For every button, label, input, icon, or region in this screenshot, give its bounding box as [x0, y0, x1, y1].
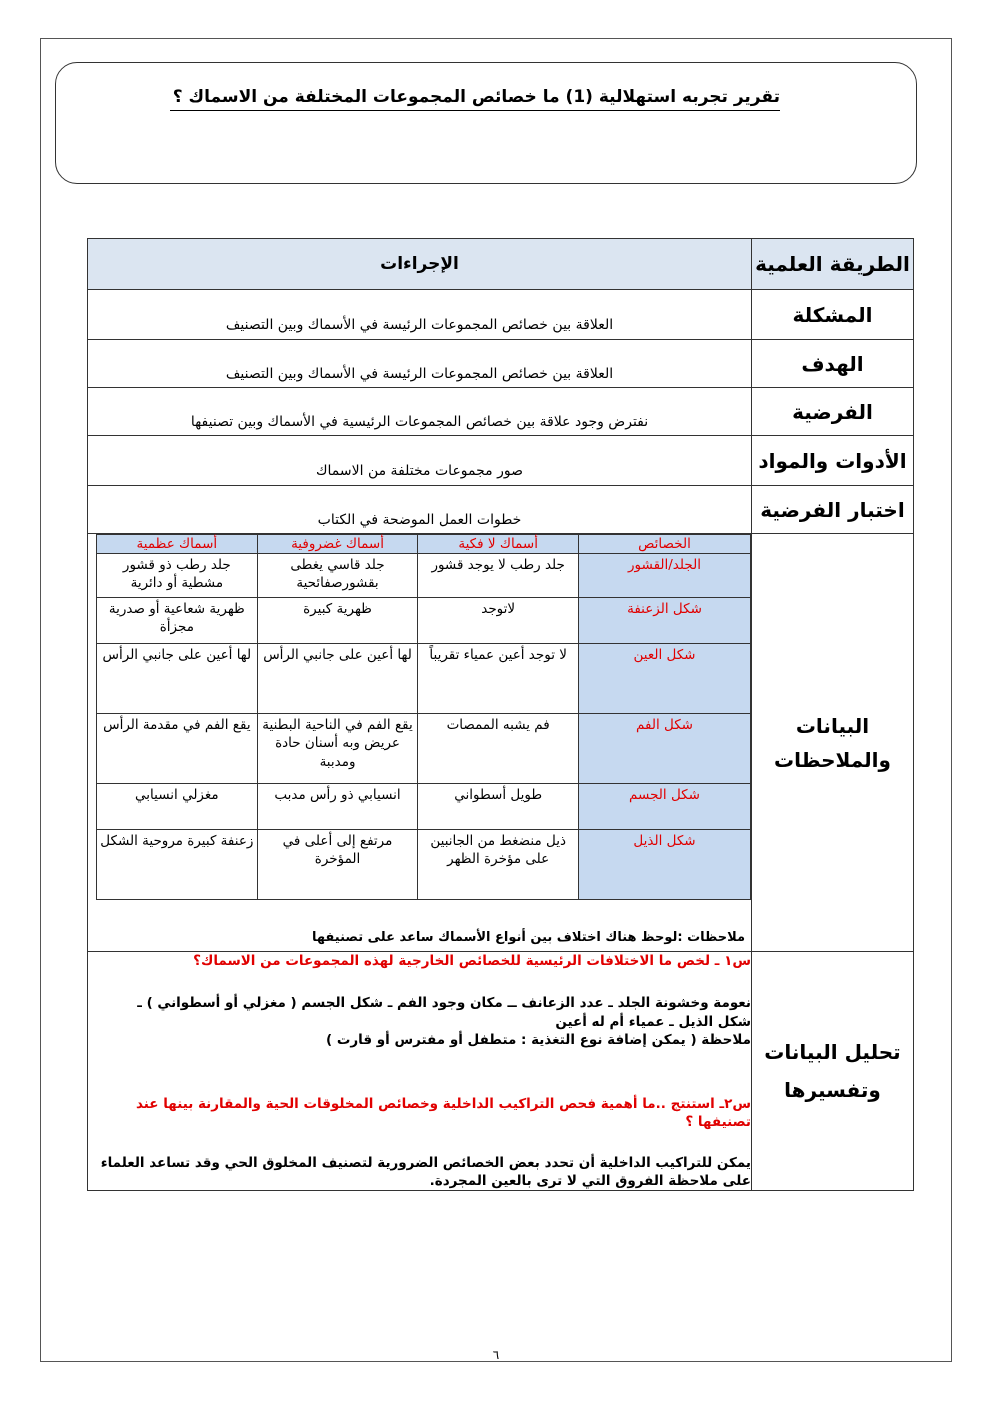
- test-text: خطوات العمل الموضحة في الكتاب: [317, 511, 522, 528]
- test-row: [88, 486, 914, 534]
- data-row: [88, 534, 914, 952]
- page-number: ٦: [492, 1348, 500, 1362]
- hypothesis-row: [88, 388, 914, 436]
- table-row: الجلد/القشور جلد رطب لا يوجد قشور جلد قاسي يغطى بقشورصفائحية جلد رطب ذو قشور مشطية أو دائرية: [97, 554, 751, 598]
- procedures-header: الإجراءات: [88, 239, 752, 290]
- table-row: شكل العين لا توجد أعين عمياء تقريباً لها أعين على جانبي الرأس لها أعين على جانبي الرأس: [97, 644, 751, 714]
- problem-text: العلاقة بين خصائص المجموعات الرئيسة في الأسماك وبين التصنيف: [225, 316, 614, 333]
- hypothesis-label: الفرضية: [752, 388, 914, 436]
- goal-row: [88, 340, 914, 388]
- method-header: الطريقة العلمية: [752, 239, 914, 290]
- problem-label: المشكلة: [752, 290, 914, 340]
- table-row: شكل الذيل ذيل منضغط من الجانبين على مؤخرة الظهر مرتفع إلى أعلى في المؤخرة زعنفة كبيرة مروحية الشكل: [97, 830, 751, 900]
- tools-text: صور مجموعات مختلفة من الاسماك: [316, 462, 523, 479]
- hypothesis-text: نفترض وجود علاقة بين خصائص المجموعات الرئيسية في الأسماك وبين تصنيفها: [190, 413, 649, 430]
- col-properties: الخصائص: [579, 535, 751, 554]
- goal-label: الهدف: [752, 340, 914, 388]
- table-row: شكل الفم فم يشبه الممصات يقع الفم في الناحية البطنية عريض وبه أسنان حادة ومدببة يقع الفم في مقدمة الرأس: [97, 714, 751, 784]
- table-row: شكل الزعنفة لاتوجد ظهرية كبيرة ظهرية شعاعية أو صدرية مجزأة: [97, 598, 751, 644]
- analysis-row: [88, 952, 914, 1191]
- tools-label: الأدوات والمواد: [752, 436, 914, 486]
- goal-text: العلاقة بين خصائص المجموعات الرئيسة في الأسماك وبين التصنيف: [225, 365, 614, 382]
- data-label-line1: البيانات: [795, 713, 870, 738]
- question-1: س١ ـ لخص ما الاختلافات الرئيسية للخصائص الخارجية لهذه المجموعات من الاسماك؟: [193, 953, 751, 970]
- report-table: [87, 238, 914, 1191]
- problem-row: [88, 290, 914, 340]
- header-row: [88, 239, 914, 290]
- answer-2: يمكن للتراكيب الداخلية أن تحدد بعض الخصائص الضرورية لتصنيف المخلوق الحي وقد تساعد العلماء على ملاحظة الفروق التي لا ترى بالعين المجردة.: [100, 1154, 751, 1189]
- col-cartilaginous: أسماك غضروفية: [257, 535, 418, 554]
- data-label-line2: والملاحظات: [774, 747, 891, 772]
- col-bony: أسماك عظمية: [97, 535, 258, 554]
- observations-header: [97, 535, 751, 554]
- col-jawless: أسماك لا فكية: [418, 535, 579, 554]
- tools-row: [88, 436, 914, 486]
- question-2: س٢ـ استنتج ..ما أهمية فحص التراكيب الداخلية وخصائص المخلوقات الحية والمقارنة بينها عند تصنيفها ؟: [135, 1096, 751, 1131]
- analysis-label-line2: وتفسيرها: [784, 1078, 881, 1103]
- observations-table: [96, 534, 751, 900]
- answer-1-line1: نعومة وخشونة الجلد ـ عدد الزعانف ــ مكان وجود الفم ـ شكل الجسم ( مغزلي أو أسطواني ) ـ: [137, 995, 751, 1012]
- analysis-label-line1: تحليل البيانات: [764, 1040, 901, 1065]
- answer-1-line2: شكل الذيل ـ عمياء أم له أعين: [555, 1013, 751, 1030]
- answer-1-line3: ملاحظة ( يمكن إضافة نوع التغذية : متطفل أو مفترس أو قارت ): [325, 1031, 751, 1048]
- title-box: [55, 62, 917, 184]
- observations-note: ملاحظات :لوحظ هناك اختلاف بين أنواع الأسماك ساعد على تصنيفها: [311, 930, 745, 946]
- test-label: اختبار الفرضية: [752, 486, 914, 534]
- page-title: تقرير تجربه استهلالية (1) ما خصائص المجموعات المختلفة من الاسماك ؟: [170, 87, 780, 111]
- table-row: شكل الجسم طويل أسطواني انسيابي ذو رأس مدبب مغزلي انسيابي: [97, 784, 751, 830]
